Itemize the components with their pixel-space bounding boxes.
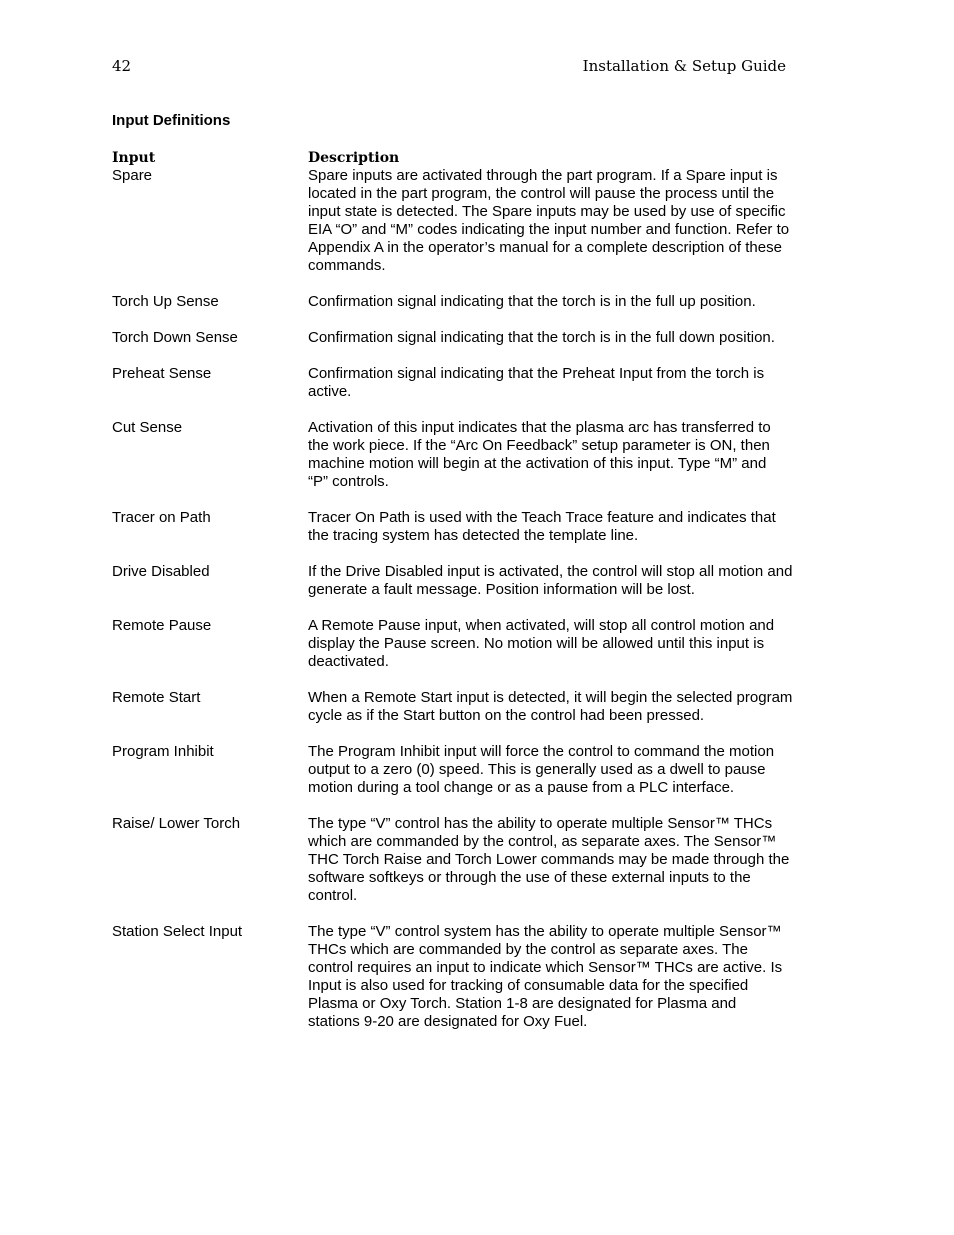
table-row [112, 419, 822, 491]
input-name: Preheat Sense [112, 365, 212, 382]
input-name: Torch Up Sense [112, 293, 219, 310]
table-row [112, 167, 822, 275]
section-title: Input Definitions [112, 112, 231, 129]
input-description: If the Drive Disabled input is activated, the control will stop all motion and generate a fault message. Position information will be lost. [308, 563, 793, 598]
table-row [112, 617, 822, 671]
table-row [112, 365, 822, 401]
table-row [112, 509, 822, 545]
input-description: Activation of this input indicates that the plasma arc has transferred to the work piece. If the “Arc On Feedback” setup parameter is ON, then machine motion will begin at the activation of this input. Type “M” and “P” controls. [308, 419, 771, 490]
table-row [112, 743, 822, 797]
page-number: 42 [112, 57, 132, 75]
input-definitions-table [112, 167, 822, 1049]
input-description: When a Remote Start input is detected, it will begin the selected program cycle as if the Start button on the control had been pressed. [308, 689, 793, 724]
input-description: Tracer On Path is used with the Teach Trace feature and indicates that the tracing system has detected the template line. [308, 509, 776, 544]
input-name: Torch Down Sense [112, 329, 238, 346]
input-description: The type “V” control has the ability to operate multiple Sensor™ THCs which are commanded by the control, as separate axes. The Sensor™ THC Torch Raise and Torch Lower commands may be made through the software softkeys or through the use of these external inputs to the control. [308, 815, 790, 904]
input-name: Cut Sense [112, 419, 183, 436]
input-description: Spare inputs are activated through the part program. If a Spare input is located in the part program, the control will pause the process until the input state is detected. The Spare inputs may be used by use of specific EIA “O” and “M” codes indicating the input number and function. Refer to Appendix A in the operator’s manual for a complete description of these commands. [308, 167, 790, 274]
table-row [112, 689, 822, 725]
input-description: Confirmation signal indicating that the torch is in the full down position. [308, 329, 775, 346]
table-row [112, 293, 822, 311]
column-header-description: Description [308, 150, 400, 166]
table-row [112, 563, 822, 599]
table-row [112, 923, 822, 1031]
input-description: The Program Inhibit input will force the control to command the motion output to a zero (0) speed. This is generally used as a dwell to pause motion during a tool change or as a pause from a PLC interface. [308, 743, 775, 796]
table-header [112, 149, 822, 167]
input-name: Raise/ Lower Torch [112, 815, 241, 832]
input-name: Tracer on Path [112, 509, 211, 526]
table-row [112, 815, 822, 905]
input-name: Station Select Input [112, 923, 243, 940]
input-description: The type “V” control system has the ability to operate multiple Sensor™ THCs which are commanded by the control as separate axes. The control requires an input to indicate which Sensor™ THCs are active. Is Input is also used for tracking of consumable data for the specified Plasma or Oxy Torch. Station 1-8 are designated for Plasma and stations 9-20 are designated for Oxy Fuel. [308, 923, 783, 1030]
input-description: A Remote Pause input, when activated, will stop all control motion and display the Pause screen. No motion will be allowed until this input is deactivated. [308, 617, 775, 670]
input-description: Confirmation signal indicating that the torch is in the full up position. [308, 293, 756, 310]
input-name: Remote Start [112, 689, 201, 706]
input-name: Drive Disabled [112, 563, 210, 580]
input-name: Program Inhibit [112, 743, 214, 760]
guide-title: Installation & Setup Guide [582, 57, 786, 75]
input-description: Confirmation signal indicating that the Preheat Input from the torch is active. [308, 365, 765, 400]
column-header-input: Input [112, 150, 156, 166]
input-name: Remote Pause [112, 617, 212, 634]
table-row [112, 329, 822, 347]
input-name: Spare [112, 167, 153, 184]
